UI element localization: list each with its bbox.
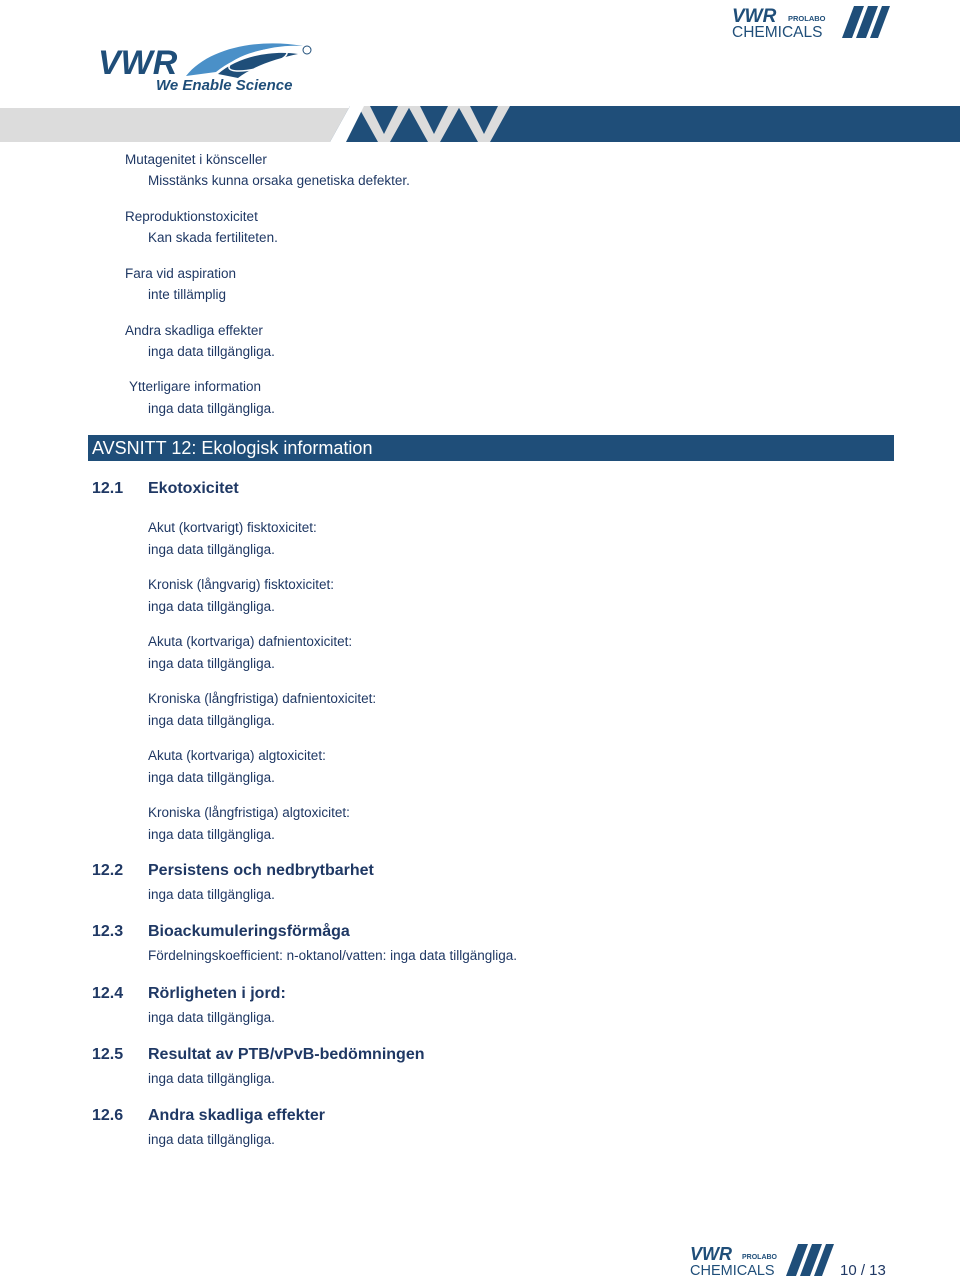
logo-vwr-text: VWR <box>732 6 777 27</box>
ecotox-label-acute-daphnia: Akuta (kortvariga) dafnientoxicitet: <box>148 634 353 649</box>
header-band-graphic <box>330 106 960 142</box>
ecotox-value-chronic-daphnia: inga data tillgängliga. <box>148 713 275 728</box>
vwr-main-logo-graphic <box>98 36 314 96</box>
subsection-title-other-adverse-effects: Andra skadliga effekter <box>148 1107 325 1124</box>
page-indicator: 10 / 13 <box>840 1262 886 1279</box>
subsection-number-12-5: 12.5 <box>92 1046 124 1063</box>
section-12-header: AVSNITT 12: Ekologisk information <box>88 435 894 461</box>
logo-tagline: We Enable Science <box>156 77 293 94</box>
subsection-title-soil-mobility: Rörligheten i jord: <box>148 985 286 1002</box>
logo-vwr-main-text: VWR <box>98 44 178 82</box>
footer-logo-prolabo-text: PROLABO <box>742 1254 777 1261</box>
vwr-chemicals-logo-graphic <box>732 4 892 42</box>
item-value-reproductive-toxicity: Kan skada fertiliteten. <box>148 230 278 245</box>
ecotox-label-chronic-fish: Kronisk (långvarig) fisktoxicitet: <box>148 577 335 592</box>
vwr-chemicals-logo-top <box>732 4 892 42</box>
subsection-title-persistence: Persistens och nedbrytbarhet <box>148 862 374 879</box>
subsection-value-persistence: inga data tillgängliga. <box>148 887 275 902</box>
subsection-title-ecotoxicity: Ekotoxicitet <box>148 480 239 497</box>
ecotox-value-acute-algae: inga data tillgängliga. <box>148 770 275 785</box>
ecotox-value-chronic-algae: inga data tillgängliga. <box>148 827 275 842</box>
logo-chemicals-text: CHEMICALS <box>732 24 823 41</box>
subsection-value-soil-mobility: inga data tillgängliga. <box>148 1010 275 1025</box>
vwr-chemicals-logo-footer <box>690 1242 836 1278</box>
vwr-chemicals-footer-graphic <box>690 1242 836 1278</box>
ecotox-value-acute-fish: inga data tillgängliga. <box>148 542 275 557</box>
ecotox-label-acute-fish: Akut (kortvarigt) fisktoxicitet: <box>148 520 317 535</box>
item-label-additional-info: Ytterligare information <box>129 379 262 394</box>
item-label-reproductive-toxicity: Reproduktionstoxicitet <box>125 209 258 224</box>
subsection-number-12-4: 12.4 <box>92 985 124 1002</box>
ecotox-label-chronic-algae: Kroniska (långfristiga) algtoxicitet: <box>148 805 350 820</box>
header-grey-band <box>0 108 380 142</box>
ecotox-value-acute-daphnia: inga data tillgängliga. <box>148 656 275 671</box>
subsection-number-12-3: 12.3 <box>92 923 124 940</box>
item-label-mutagenicity: Mutagenitet i könsceller <box>125 152 267 167</box>
subsection-number-12-2: 12.2 <box>92 862 124 879</box>
item-value-mutagenicity: Misstänks kunna orsaka genetiska defekter. <box>148 173 410 188</box>
subsection-title-bioaccumulation: Bioackumuleringsförmåga <box>148 923 350 940</box>
header-wave-graphic <box>330 106 960 142</box>
subsection-value-other-adverse-effects: inga data tillgängliga. <box>148 1132 275 1147</box>
subsection-title-pbt-assessment: Resultat av PTB/vPvB-bedömningen <box>148 1046 425 1063</box>
ecotox-label-acute-algae: Akuta (kortvariga) algtoxicitet: <box>148 748 326 763</box>
ecotox-value-chronic-fish: inga data tillgängliga. <box>148 599 275 614</box>
item-value-aspiration-hazard: inte tillämplig <box>148 287 227 302</box>
subsection-value-pbt-assessment: inga data tillgängliga. <box>148 1071 275 1086</box>
item-value-other-effects: inga data tillgängliga. <box>148 344 275 359</box>
subsection-number-12-6: 12.6 <box>92 1107 124 1124</box>
vwr-main-logo <box>98 36 314 96</box>
subsection-number-12-1: 12.1 <box>92 480 124 497</box>
logo-prolabo-text: PROLABO <box>788 14 826 23</box>
ecotox-label-chronic-daphnia: Kroniska (långfristiga) dafnientoxicitet: <box>148 691 377 706</box>
item-value-additional-info: inga data tillgängliga. <box>148 401 275 416</box>
footer-logo-chemicals-text: CHEMICALS <box>690 1263 775 1278</box>
item-label-other-effects: Andra skadliga effekter <box>125 323 263 338</box>
subsection-value-bioaccumulation: Fördelningskoefficient: n-oktanol/vatten: inga data tillgängliga. <box>148 948 517 963</box>
footer-logo-vwr-text: VWR <box>690 1244 732 1264</box>
item-label-aspiration-hazard: Fara vid aspiration <box>125 266 237 281</box>
